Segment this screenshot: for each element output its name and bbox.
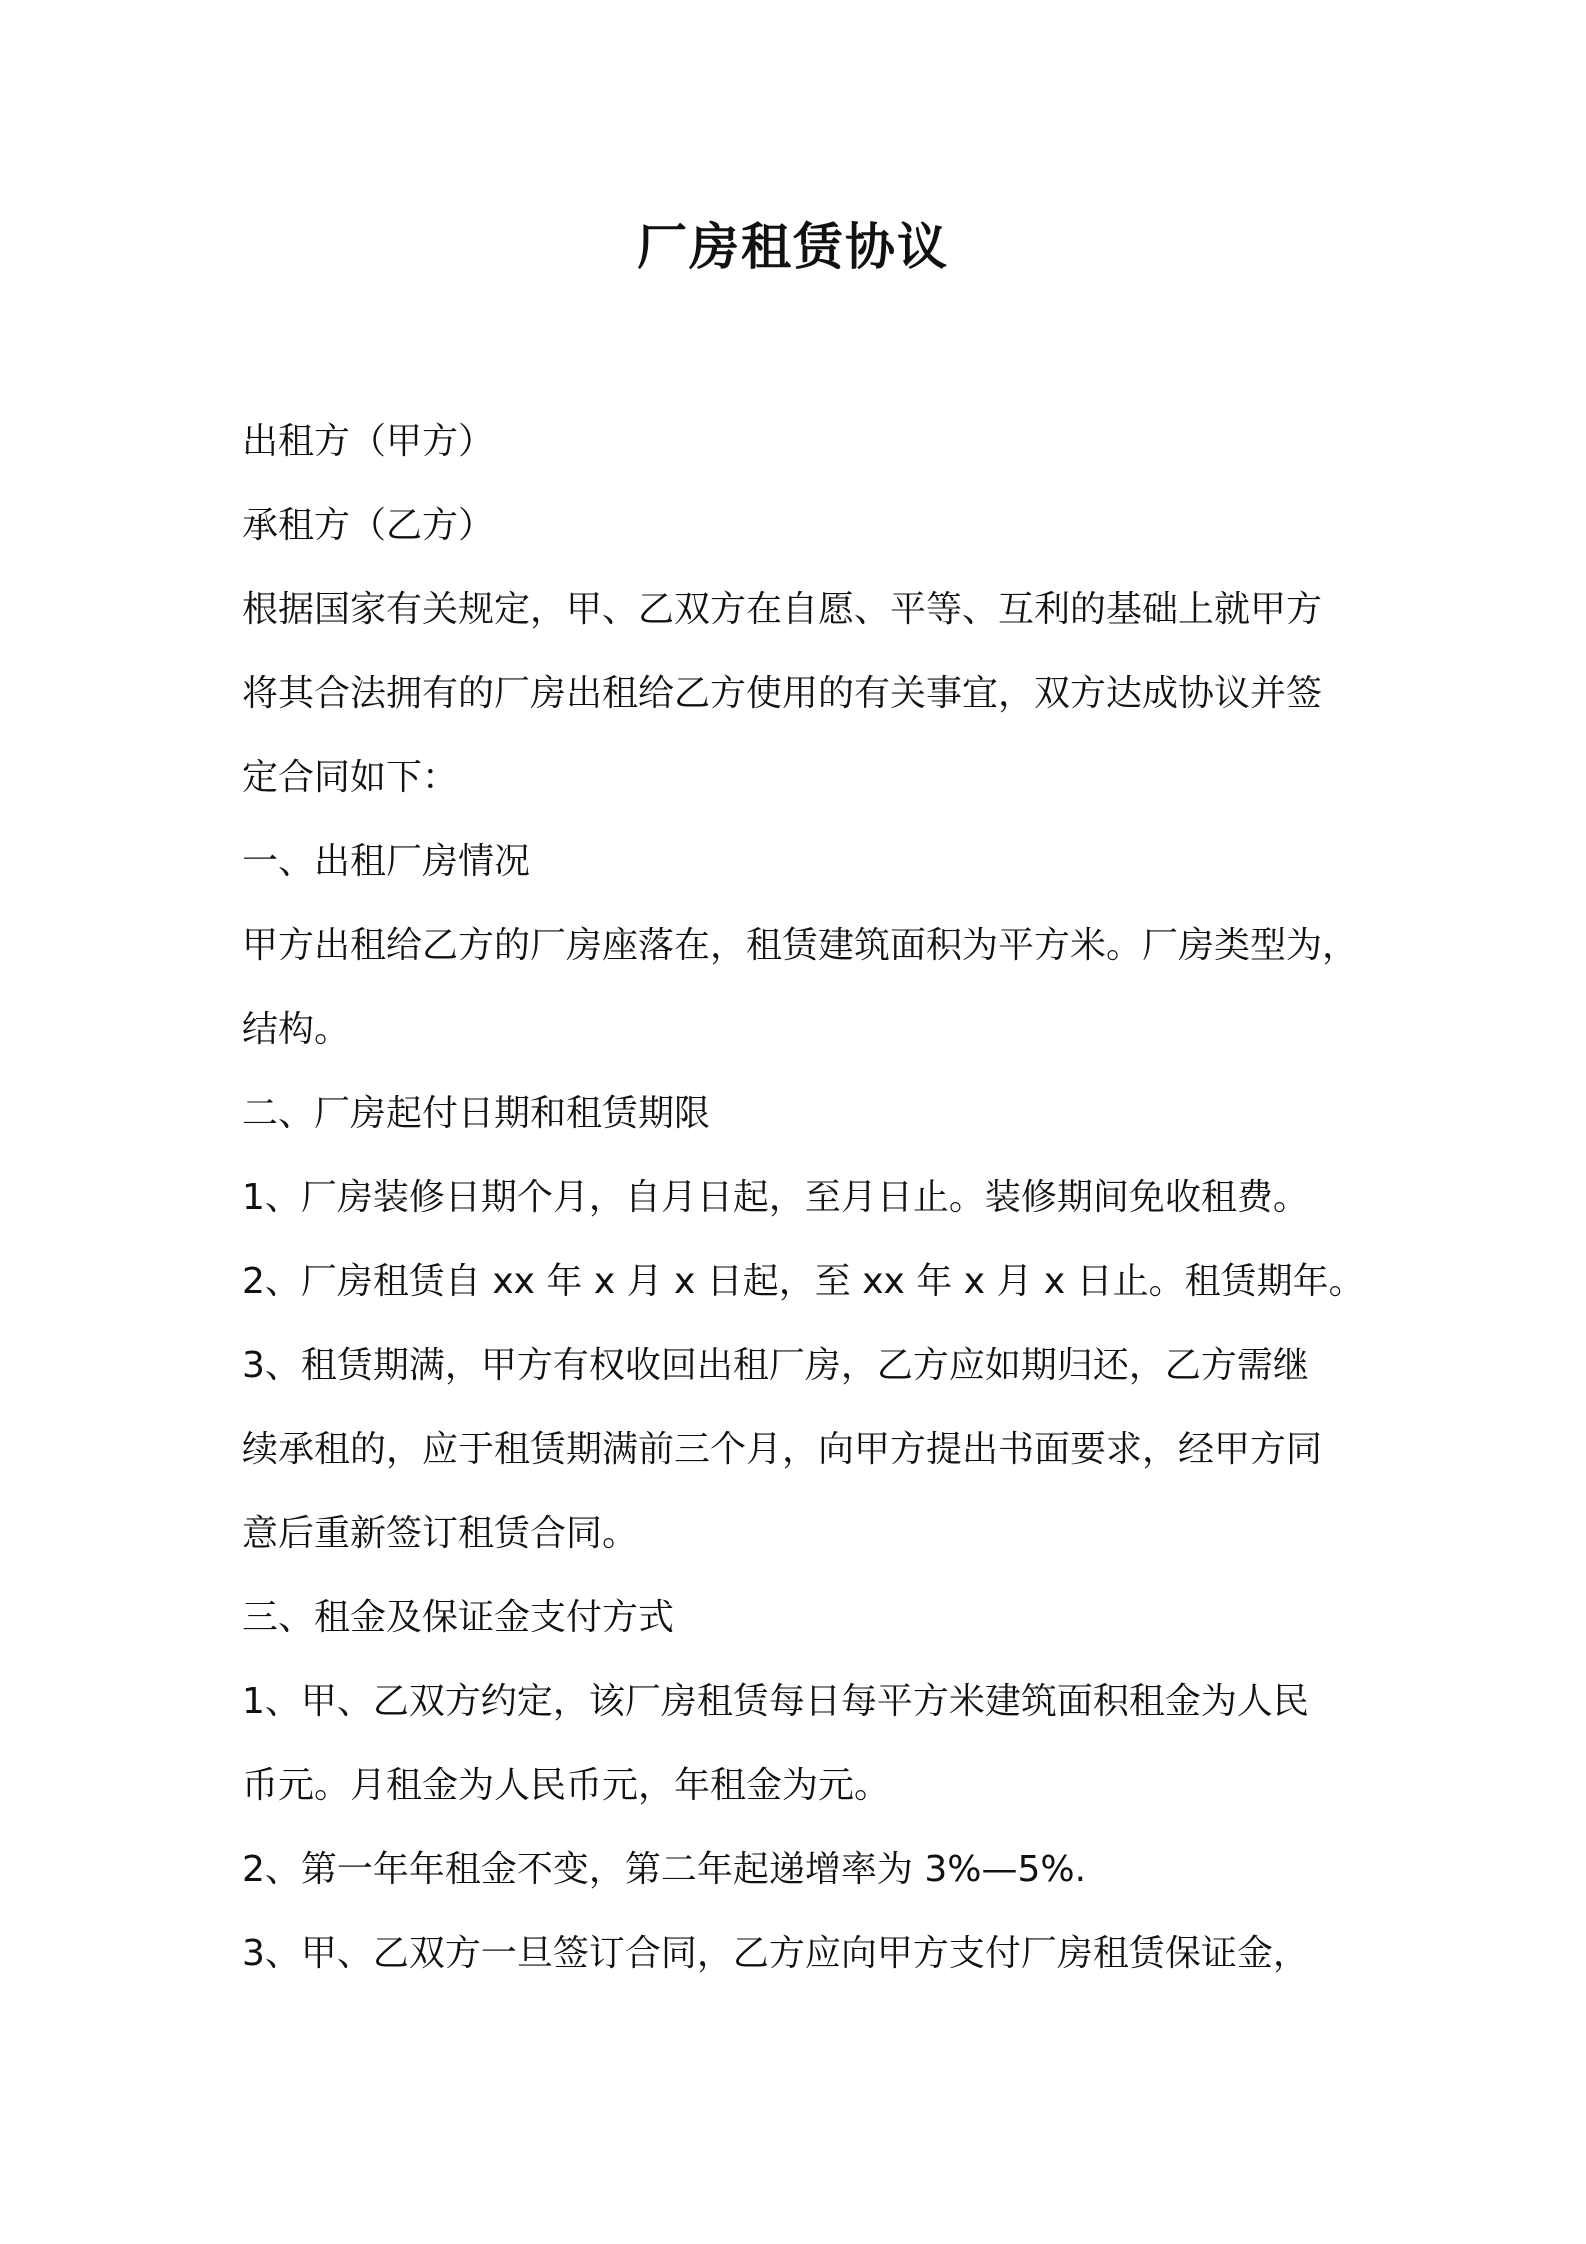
- party-a-line: 出租方（甲方）: [242, 421, 495, 462]
- section-3-clause-1-line-1: 1、甲、乙双方约定，该厂房租赁每日每平方米建筑面积租金为人民: [242, 1681, 1309, 1722]
- party-b-line: 承租方（乙方）: [242, 505, 495, 546]
- preamble-line-2: 将其合法拥有的厂房出租给乙方使用的有关事宜，双方达成协议并签: [242, 673, 1323, 714]
- document-title: 厂房租赁协议: [637, 218, 949, 276]
- section-3-clause-2: 2、第一年年租金不变，第二年起递增率为 3%—5%.: [242, 1849, 1087, 1890]
- section-2-clause-3-line-3: 意后重新签订租赁合同。: [242, 1513, 639, 1554]
- section-1-line-2: 结构。: [242, 1009, 351, 1050]
- section-1-line-1: 甲方出租给乙方的厂房座落在，租赁建筑面积为平方米。厂房类型为，: [242, 925, 1359, 966]
- section-2-clause-2: 2、厂房租赁自 xx 年 x 月 x 日起，至 xx 年 x 月 x 日止。租赁期年。: [242, 1261, 1365, 1302]
- section-2-clause-3-line-2: 续承租的，应于租赁期满前三个月，向甲方提出书面要求，经甲方同: [242, 1429, 1323, 1470]
- section-2-clause-1: 1、厂房装修日期个月，自月日起，至月日止。装修期间免收租费。: [242, 1177, 1309, 1218]
- section-3-clause-1-line-2: 币元。月租金为人民币元，年租金为元。: [242, 1765, 891, 1806]
- preamble-line-1: 根据国家有关规定，甲、乙双方在自愿、平等、互利的基础上就甲方: [242, 589, 1323, 630]
- section-2-clause-3-line-1: 3、租赁期满，甲方有权收回出租厂房，乙方应如期归还，乙方需继: [242, 1345, 1309, 1386]
- section-heading-2: 二、厂房起付日期和租赁期限: [242, 1093, 711, 1134]
- section-3-clause-3: 3、甲、乙双方一旦签订合同，乙方应向甲方支付厂房租赁保证金，: [242, 1933, 1309, 1974]
- preamble-line-3: 定合同如下：: [242, 757, 459, 798]
- section-heading-1: 一、出租厂房情况: [242, 841, 531, 882]
- section-heading-3: 三、租金及保证金支付方式: [242, 1597, 675, 1638]
- document-body: [242, 400, 1365, 1996]
